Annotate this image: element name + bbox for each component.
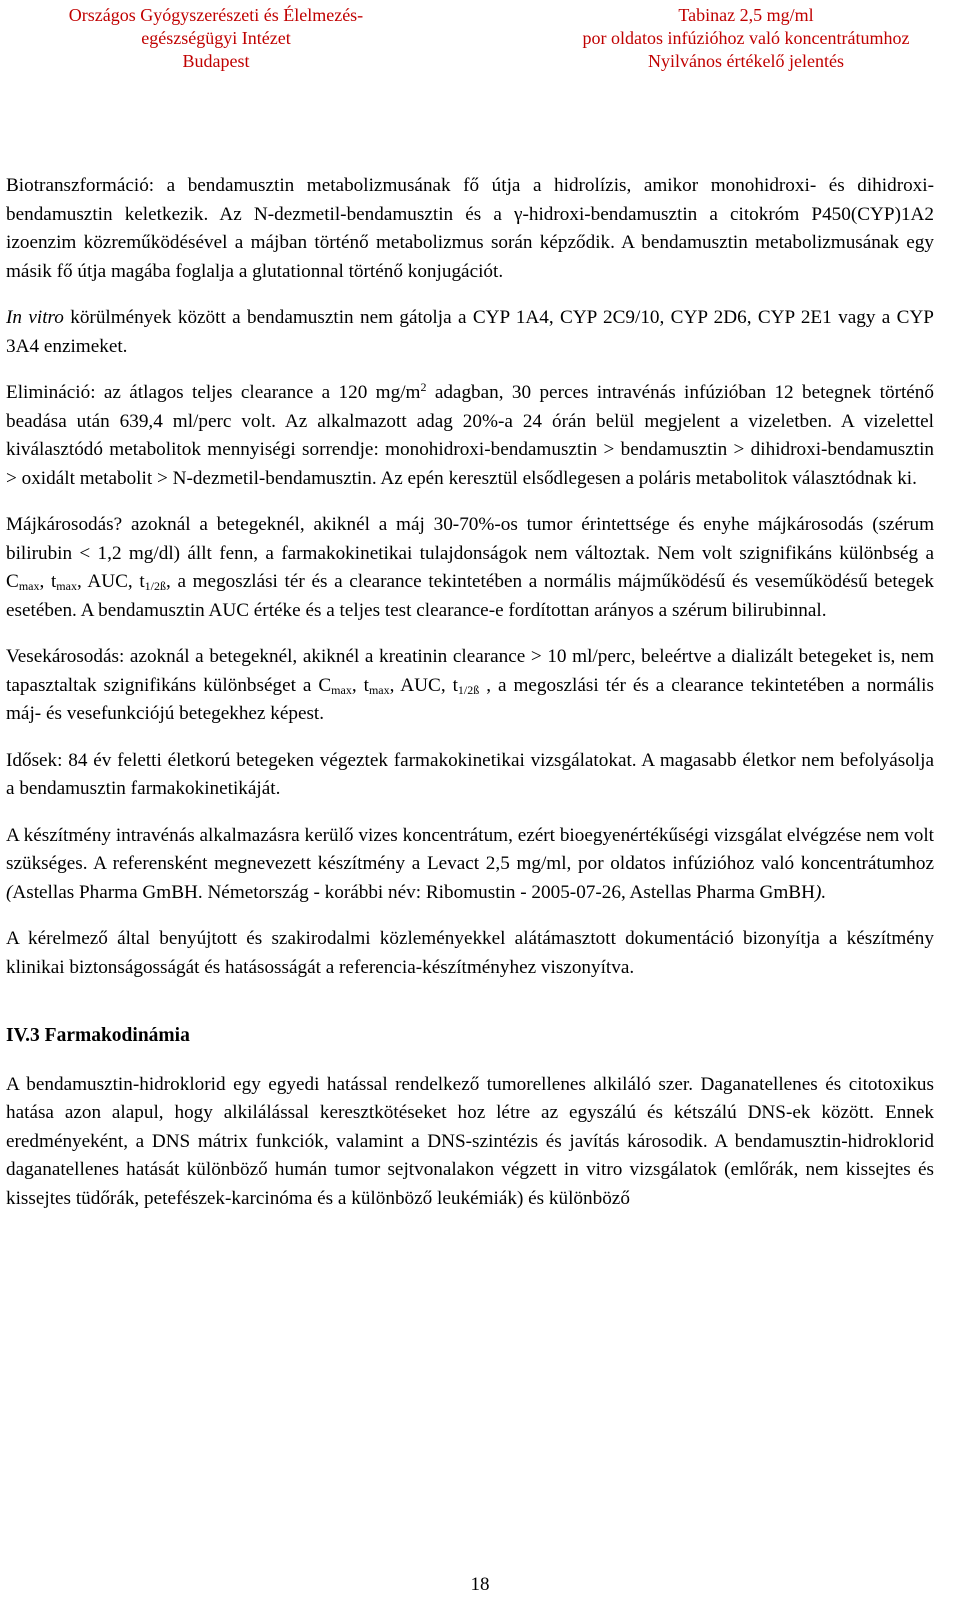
page-number: 18 (470, 1574, 490, 1595)
text: A készítmény intravénás alkalmazásra kerülő vizes koncentrátum, ezért bioegyenértékűségi vizsgálat elvégzése nem volt szükséges. A referensként megnevezett készítmény a Levact 2,5 mg/ml, por oldatos infúzióhoz való koncentrátumhoz (6, 824, 934, 874)
text: Idősek: 84 év feletti életkorú betegeken végeztek farmakokinetikai vizsgálatokat. A magasabb életkor nem befolyásolja a bendamusztin farmakokinetikáját. (6, 749, 934, 799)
italic-text: In vitro (6, 307, 64, 328)
section-heading: IV.3 Farmakodinámia (6, 1025, 190, 1046)
text: A kérelmező által benyújtott és szakirodalmi közleményekkel alátámasztott dokumentáció bizonyítja a készítmény klinikai biztonságosságát és hatásosságát a referencia-készítményhez viszonyítva. (6, 928, 934, 978)
superscript: 2 (420, 380, 427, 394)
text: Elimináció: az átlagos teljes clearance a 120 mg/m (6, 382, 421, 403)
text: Vesekárosodás: azoknál a betegeknél, akiknél a kreatinin clearance > 10 ml/perc, beleértve a dializált betegeket is, nem tapasztaltak szignifikáns különbséget a C (6, 646, 934, 696)
subscript: max (56, 579, 77, 593)
text: Astellas Pharma GmBH. Németország - korábbi név: Ribomustin - 2005-07-26, Astellas Pharma GmBH (12, 881, 815, 903)
paragraph-biotransformation (6, 172, 934, 286)
subscript: max (368, 682, 390, 697)
text: , a megoszlási tér és a clearance tekintetében a normális máj- és vesefunkciójú betegekhez képest. (6, 674, 934, 724)
product-block (546, 4, 946, 73)
paragraph-liver-impairment (6, 511, 934, 625)
text: , AUC, t (76, 571, 145, 592)
paragraph-in-vitro (6, 304, 934, 361)
paragraph-documentation (6, 925, 934, 982)
institute-name-line2: egészségügyi Intézet (141, 28, 291, 48)
institute-name-line1: Országos Gyógyszerészeti és Élelmezés- (68, 5, 364, 25)
italic-text: ). (814, 881, 827, 903)
product-name: Tabinaz 2,5 mg/ml (678, 5, 814, 25)
text: Biotranszformáció: a bendamusztin metabolizmusának fő útja a hidrolízis, amikor monohidroxi- és dihidroxi-bendamusztin keletkezik. Az N-dezmetil-bendamusztin és a γ-hidroxi-bendamusztin a citokróm P450(CYP)1A2 izoenzim közreműködésével a májban történő metabolizmus során képződik. A bendamusztin metabolizmusának egy másik fő útja magába foglalja a glutationnal történő konjugációt. (6, 175, 934, 282)
subscript: max (18, 579, 40, 593)
text: , AUC, t (389, 674, 458, 696)
subscript: max (331, 682, 352, 697)
subscript: 1/2ß (457, 682, 480, 697)
text: , a megoszlási tér és a clearance tekintetében a normális májműködésű és veseműködésű betegek esetében. A bendamusztin AUC értéke és a teljes test clearance-e fordítottan arányos a szérum bilirubinnal. (6, 571, 934, 621)
text: Májkárosodás? azoknál a betegeknél, akiknél a máj 30-70%-os tumor érintettsége és enyhe májkárosodás (szérum bilirubin < 1,2 mg/dl) állt fenn, a farmakokinetikai tulajdonságok nem változtak. Nem volt szignifikáns különbség a C (6, 514, 934, 592)
text: , t (351, 674, 369, 696)
text: adagban, 30 perces intravénás infúzióban 12 betegnek történő beadása után 639,4 ml/perc volt. Az alkalmazott adag 20%-a 24 órán belül megjelent a vizeletben. A vizelettel kiválasztódó metabolitok mennyiségi sorrendje: monohidroxi-bendamusztin > bendamusztin > dihidroxi-bendamusztin > oxidált metabolit > N-dezmetil-bendamusztin. Az epén keresztül elsődlegesen a poláris metabolitok választódnak ki. (6, 382, 934, 489)
institute-city: Budapest (182, 51, 250, 71)
paragraph-kidney-impairment (6, 643, 934, 729)
paragraph-elimination (6, 379, 934, 493)
product-form: por oldatos infúzióhoz való koncentrátumhoz (582, 28, 910, 48)
text: körülmények között a bendamusztin nem gátolja a CYP 1A4, CYP 2C9/10, CYP 2D6, CYP 2E1 vagy a CYP 3A4 enzimeket. (6, 307, 934, 357)
document-header (0, 4, 960, 74)
subscript: 1/2ß (144, 579, 166, 593)
document-body (6, 172, 934, 1231)
paragraph-elderly (6, 747, 934, 804)
paragraph-pharmacodynamics (6, 1071, 934, 1214)
italic-text: ( (6, 881, 13, 903)
text: , t (39, 571, 57, 592)
institute-block (6, 4, 426, 73)
report-type: Nyilvános értékelő jelentés (648, 51, 844, 71)
paragraph-bioequivalence (6, 822, 934, 908)
text: A bendamusztin-hidroklorid egy egyedi hatással rendelkező tumorellenes alkiláló szer. Daganatellenes és citotoxikus hatása azon alapul, hogy alkilálással keresztkötéseket hoz létre az egyszálú és kétszálú DNS-ek között. Ennek eredményeként, a DNS mátrix funkciók, valamint a DNS-szintézis és javítás károsodik. A bendamusztin-hidroklorid daganatellenes hatását különböző humán tumor sejtvonalakon végzett in vitro vizsgálatok (emlőrák, nem kissejtes és kissejtes tüdőrák, petefészek-karcinóma és a különböző leukémiák) és különböző (6, 1073, 934, 1209)
